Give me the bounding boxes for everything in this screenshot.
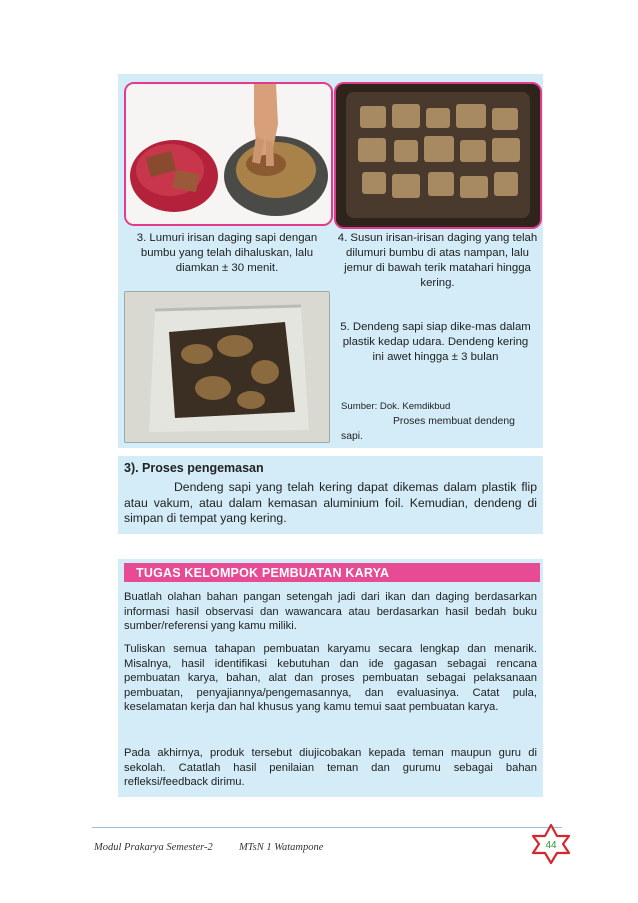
caption-step-5: 5. Dendeng sapi siap dike-mas dalam plastik kedap udara. Dendeng kering ini awet hingga ± 3 bulan — [340, 321, 531, 363]
photo-packaged-dendeng — [124, 291, 330, 443]
marinating-photo-illustration — [126, 84, 331, 224]
footer-module-title: Modul Prakarya Semester-2 — [94, 842, 213, 853]
figure-caption — [341, 414, 531, 444]
task-paragraph-3: Pada akhirnya, produk tersebut diujicobakan kepada teman maupun guru di sekolah. Catatlah hasil penilaian teman dan gurumu sebagai bahan refleksi/feedback dirimu. — [124, 747, 537, 788]
section-title: 3). Proses pengemasan — [124, 461, 264, 475]
footer-divider — [92, 827, 562, 828]
drying-tray-illustration — [336, 84, 540, 227]
image-source: Sumber: Dok. Kemdikbud — [341, 401, 451, 412]
packaged-dendeng-illustration — [125, 292, 329, 442]
figure-caption-text: Proses membuat dendeng sapi. — [341, 416, 515, 442]
photo-marinating-meat — [124, 82, 333, 226]
task-paragraph-2: Tuliskan semua tahapan pembuatan karyamu secara lengkap dan menarik. Misalnya, hasil identifikasi kebutuhan dan ide gagasan sebagai rencana pembuatan karya, bahan, alat dan proses pembuatan sebagai pelaksanaan pembuatan, penyajiannya/pengemasannya, dan evaluasinya. Catat pula, keselamatan kerja dan hal khusus yang kamu temui saat pembuatan karya. — [124, 643, 537, 713]
star-icon — [530, 823, 572, 865]
section-body: Dendeng sapi yang telah kering dapat dikemas dalam plastik flip atau vakum, atau dalam kemasan aluminium foil. Kemudian, dendeng di simpan di tempat yang kering. — [124, 480, 537, 525]
page-number: 44 — [545, 840, 557, 851]
photo-drying-tray — [334, 82, 542, 229]
task-title: TUGAS KELOMPOK PEMBUATAN KARYA — [136, 566, 390, 580]
footer-school: MTsN 1 Watampone — [239, 842, 324, 853]
caption-step-3: 3. Lumuri irisan daging sapi dengan bumbu yang telah dihaluskan, lalu diamkan ± 30 menit. — [136, 232, 318, 274]
task-paragraph-1: Buatlah olahan bahan pangan setengah jadi dari ikan dan daging berdasarkan informasi hasil observasi dan wawancara atau berdasarkan hasil bedah buku sumber/referensi yang kamu miliki. — [124, 591, 537, 632]
caption-step-4: 4. Susun irisan-irisan daging yang telah dilumuri bumbu di atas nampan, lalu jemur di bawah terik matahari hingga kering. — [337, 232, 538, 289]
